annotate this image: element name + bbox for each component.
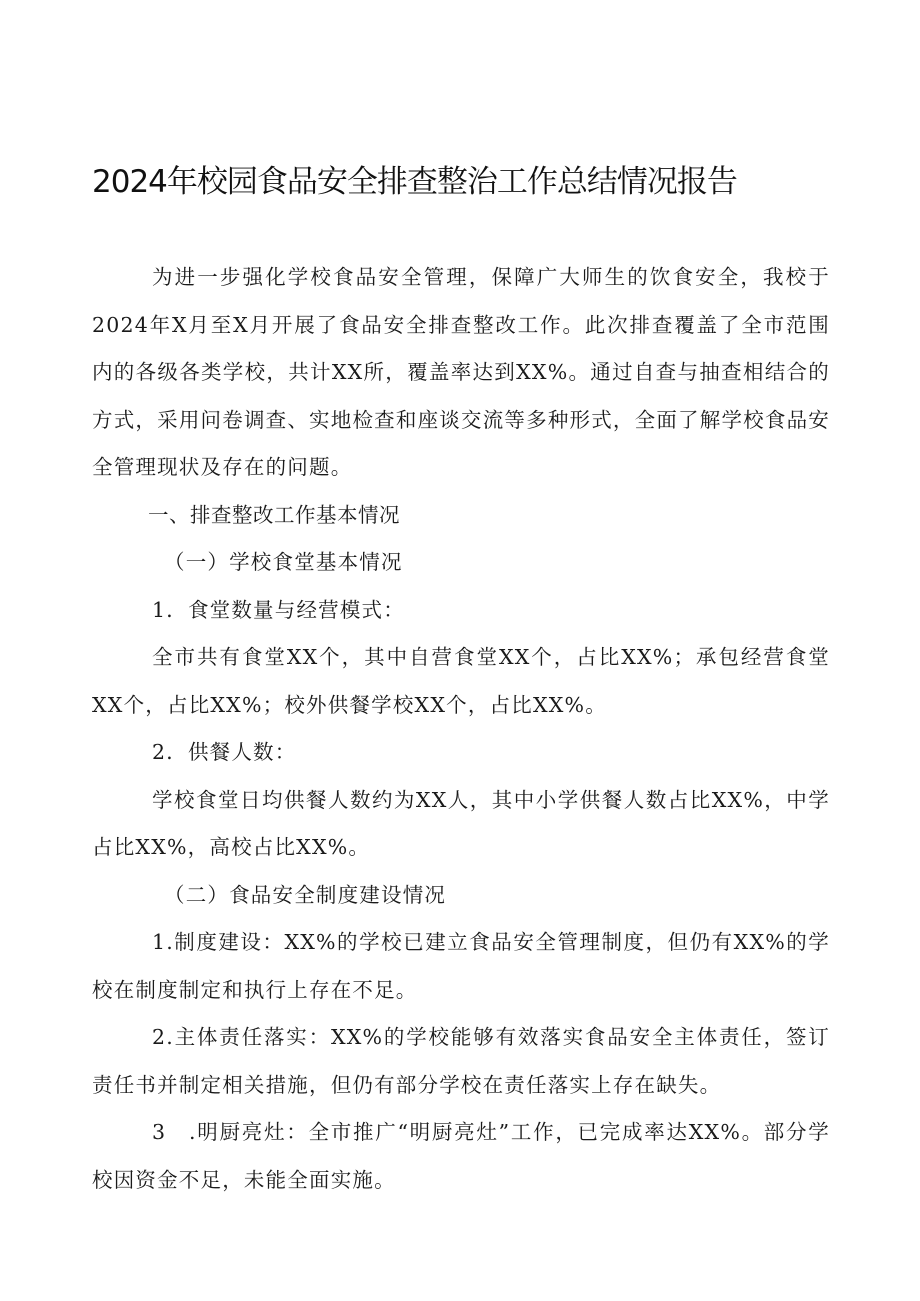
- document-title: 2024年校园食品安全排查整治工作总结情况报告: [92, 164, 737, 200]
- item-label-1: 1．食堂数量与经营模式：: [152, 597, 405, 622]
- item-paragraph-2: 学校食堂日均供餐人数约为XX人，其中小学供餐人数占比XX%，中学占比XX%，高校占比XX%。: [92, 787, 830, 859]
- subsection-heading-2: （二）食品安全制度建设情况: [164, 882, 447, 907]
- responsibility-paragraph: 2.主体责任落实：XX%的学校能够有效落实食品安全主体责任，签订责任书并制定相关措施，但仍有部分学校在责任落实上存在缺失。: [92, 1025, 830, 1097]
- intro-paragraph: 为进一步强化学校食品安全管理，保障广大师生的饮食安全，我校于2024年X月至X月开展了食品安全排查整改工作。此次排查覆盖了全市范围内的各级各类学校，共计XX所，覆盖率达到XX%。通过自查与抽查相结合的方式，采用问卷调查、实地检查和座谈交流等多种形式，全面了解学校食品安全管理现状及存在的问题。: [92, 265, 830, 479]
- open-kitchen-paragraph: 3 .明厨亮灶：全市推广“明厨亮灶”工作，已完成率达XX%。部分学校因资金不足，未能全面实施。: [92, 1120, 830, 1192]
- section-heading-1: 一、排查整改工作基本情况: [148, 502, 400, 527]
- item-paragraph-1: 全市共有食堂XX个，其中自营食堂XX个，占比XX%；承包经营食堂XX个，占比XX%；校外供餐学校XX个，占比XX%。: [92, 645, 830, 717]
- item-label-2: 2．供餐人数：: [152, 740, 297, 764]
- system-building-paragraph: 1.制度建设：XX%的学校已建立食品安全管理制度，但仍有XX%的学校在制度制定和执行上存在不足。: [92, 930, 830, 1002]
- subsection-heading-1: （一）学校食堂基本情况: [164, 550, 403, 574]
- document-body: [92, 254, 830, 1204]
